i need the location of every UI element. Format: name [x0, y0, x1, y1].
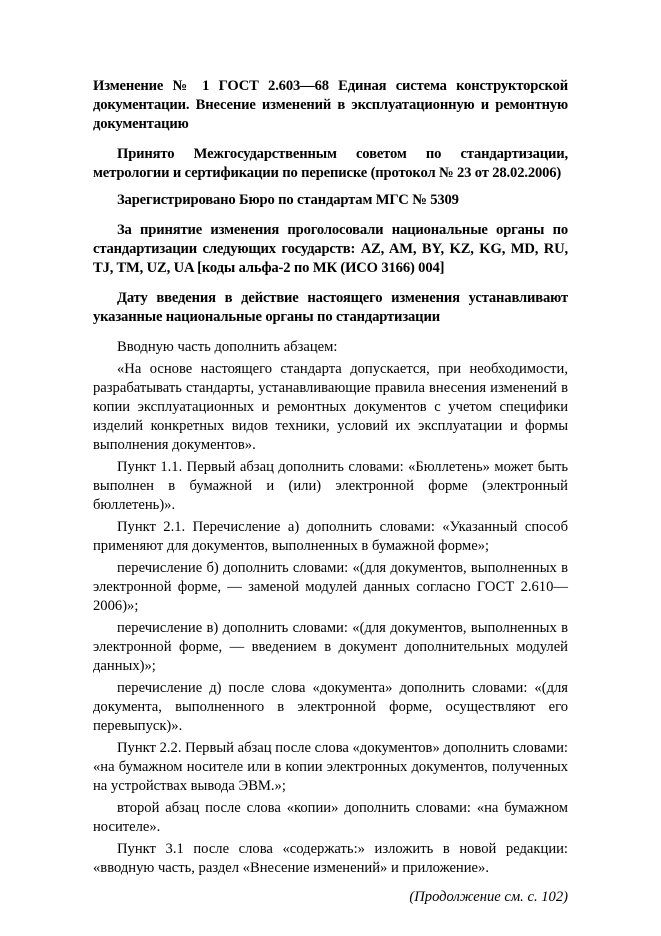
body-paragraph: Пункт 2.2. Первый абзац после слова «документов» дополнить словами: «на бумажном носителе или в копии электронных документов, полученных на устройствах вывода ЭВМ.»;: [93, 740, 568, 794]
body-paragraph: Вводную часть дополнить абзацем:: [117, 339, 338, 355]
amendment-title: Изменение № 1 ГОСТ 2.603—68 Единая система конструкторской документации. Внесение изменений в эксплуатационную и ремонтную документацию: [93, 78, 568, 132]
body-paragraph: перечисление б) дополнить словами: «(для документов, выполненных в электронной форме, — заменой модулей данных согласно ГОСТ 2.610—2006)»;: [93, 560, 568, 614]
body-paragraph: Пункт 2.1. Перечисление а) дополнить словами: «Указанный способ применяют для документов, выполненных в бумажной форме»;: [93, 519, 568, 554]
voting-states-note: За принятие изменения проголосовали национальные органы по стандартизации следующих государств: AZ, AM, BY, KZ, KG, MD, RU, TJ, TM, UZ, UA [коды альфа-2 по МК (ИСО 3166) 004]: [93, 222, 568, 276]
body-paragraph: перечисление д) после слова «документа» дополнить словами: «(для документа, выполненного в электронной форме, осуществляют его перевыпуск)».: [93, 680, 568, 734]
body-paragraph: Пункт 1.1. Первый абзац дополнить словами: «Бюллетень» может быть выполнен в бумажной и (или) электронной форме (электронный бюллетень)».: [93, 459, 568, 513]
body-paragraph: перечисление в) дополнить словами: «(для документов, выполненных в электронной форме, — введением в документ дополнительных модулей данных)»;: [93, 620, 568, 674]
registration-note: Зарегистрировано Бюро по стандартам МГС № 5309: [117, 192, 459, 208]
body-paragraph: «На основе настоящего стандарта допускается, при необходимости, разрабатывать стандарты, устанавливающие правила внесения изменений в копии эксплуатационных и ремонтных документов с учетом специфики изделий конкретных видов техники, условий их эксплуатации и формы выполнения документов».: [93, 361, 568, 453]
adoption-note: Принято Межгосударственным советом по стандартизации, метрологии и сертификации по переписке (протокол № 23 от 28.02.2006): [93, 146, 568, 181]
document-page: [93, 77, 568, 922]
effective-date-note: Дату введения в действие настоящего изменения устанавливают указанные национальные органы по стандартизации: [93, 290, 568, 325]
body-paragraph: второй абзац после слова «копии» дополнить словами: «на бумажном носителе».: [93, 800, 568, 835]
body-paragraph: Пункт 3.1 после слова «содержать:» изложить в новой редакции: «вводную часть, раздел «Внесение изменений» и приложение».: [93, 841, 568, 876]
continuation-note: (Продолжение см. с. 102): [409, 889, 568, 905]
